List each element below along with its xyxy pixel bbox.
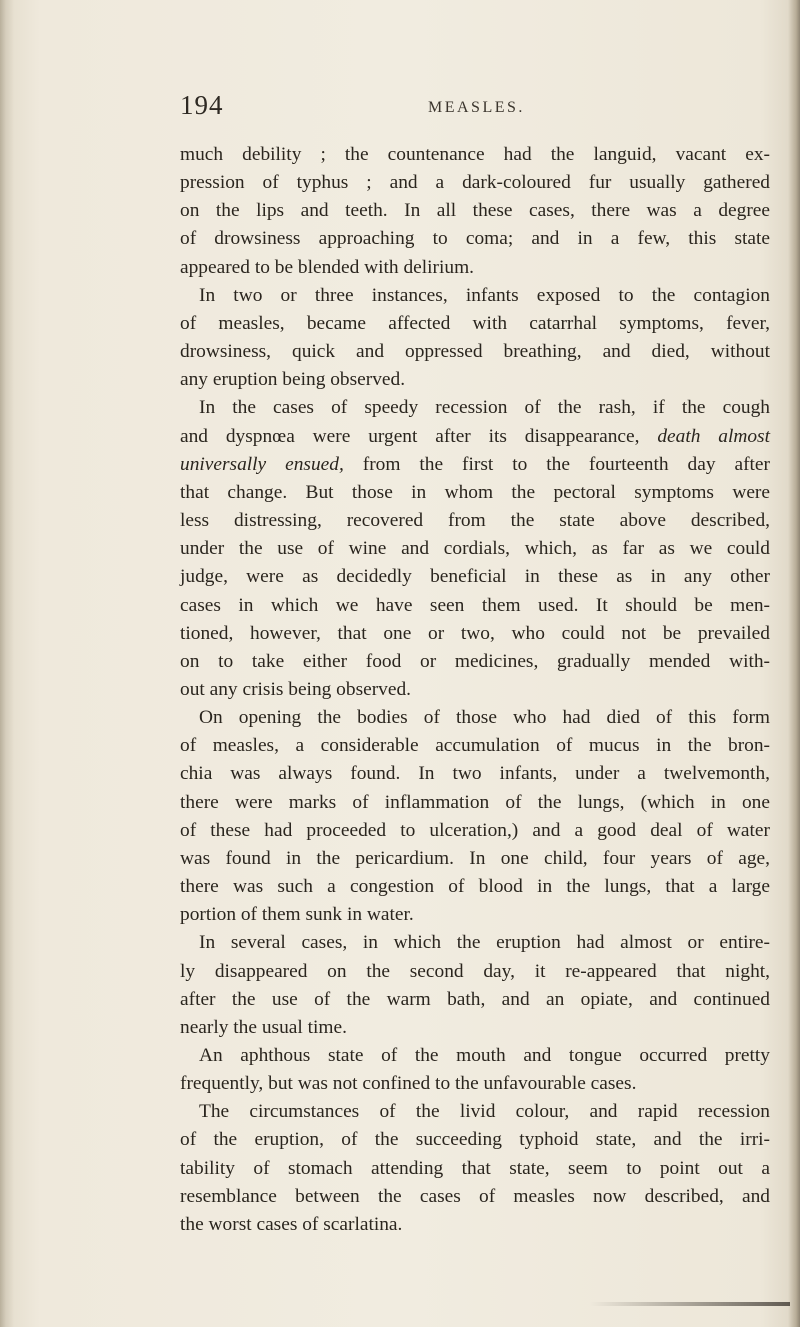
- text-line: pression of typhus ; and a dark-coloured fur usually gathered: [180, 172, 770, 194]
- text-line: that change. But those in whom the pectoral symptoms were: [180, 481, 770, 503]
- text-line: frequently, but was not confined to the unfavourable cases.: [180, 1073, 637, 1095]
- text-line: the worst cases of scarlatina.: [180, 1213, 403, 1235]
- text-line: after the use of the warm bath, and an opiate, and continued: [180, 988, 770, 1010]
- text-line: [180, 451, 770, 479]
- text-line: under the use of wine and cordials, which, as far as we could: [180, 538, 770, 560]
- text-line: In several cases, in which the eruption had almost or entire-: [199, 932, 770, 954]
- text-line: of measles, a considerable accumulation of mucus in the bron-: [180, 735, 770, 757]
- text-line: appeared to be blended with delirium.: [180, 256, 474, 278]
- text-line: cases in which we have seen them used. It should be men-: [180, 594, 770, 616]
- page-left-edge: [0, 0, 14, 1327]
- text-span: and dyspnœa were urgent after its disappearance,: [180, 425, 658, 447]
- text-line: resemblance between the cases of measles now described, and: [180, 1185, 770, 1207]
- text-line: In two or three instances, infants exposed to the contagion: [199, 284, 770, 306]
- page-right-edge: [788, 0, 800, 1327]
- text-line: chia was always found. In two infants, under a twelvemonth,: [180, 763, 770, 785]
- text-line: ly disappeared on the second day, it re-appeared that night,: [180, 960, 770, 982]
- running-head: MEASLES.: [428, 99, 525, 116]
- text-line: nearly the usual time.: [180, 1016, 347, 1038]
- text-line: on to take either food or medicines, gradually mended with-: [180, 650, 770, 672]
- text-line: tioned, however, that one or two, who could not be prevailed: [180, 622, 770, 644]
- text-line: tability of stomach attending that state, seem to point out a: [180, 1157, 770, 1179]
- text-line: there was such a congestion of blood in the lungs, that a large: [180, 876, 770, 898]
- text-line: of these had proceeded to ulceration,) and a good deal of water: [180, 819, 770, 841]
- text-line: less distressing, recovered from the state above described,: [180, 510, 770, 532]
- text-line: of drowsiness approaching to coma; and in a few, this state: [180, 228, 770, 250]
- text-line: [180, 423, 770, 451]
- text-line: out any crisis being observed.: [180, 678, 412, 700]
- page-header: [180, 90, 620, 130]
- text-line: drowsiness, quick and oppressed breathing, and died, without: [180, 341, 770, 363]
- page-bottom-shadow: [590, 1302, 790, 1306]
- italic-text: death almost: [657, 425, 770, 447]
- italic-text: universally ensued,: [180, 453, 344, 475]
- page-number: 194: [180, 90, 224, 120]
- text-line: The circumstances of the livid colour, and rapid recession: [199, 1101, 770, 1123]
- text-line: of measles, became affected with catarrhal symptoms, fever,: [180, 312, 770, 334]
- text-line: In the cases of speedy recession of the rash, if the cough: [199, 397, 770, 419]
- text-line: there were marks of inflammation of the lungs, (which in one: [180, 791, 770, 813]
- text-line: of the eruption, of the succeeding typhoid state, and the irri-: [180, 1129, 770, 1151]
- text-line: on the lips and teeth. In all these cases, there was a degree: [180, 200, 770, 222]
- body-text: [180, 141, 770, 1239]
- text-line: judge, were as decidedly beneficial in these as in any other: [180, 566, 770, 588]
- text-line: On opening the bodies of those who had died of this form: [199, 707, 770, 729]
- text-line: portion of them sunk in water.: [180, 904, 414, 926]
- text-line: any eruption being observed.: [180, 369, 406, 391]
- text-line: An aphthous state of the mouth and tongue occurred pretty: [199, 1045, 770, 1066]
- text-span: from the first to the fourteenth day after: [343, 453, 770, 475]
- text-line: was found in the pericardium. In one child, four years of age,: [180, 847, 770, 869]
- text-line: much debility ; the countenance had the languid, vacant ex-: [180, 144, 770, 165]
